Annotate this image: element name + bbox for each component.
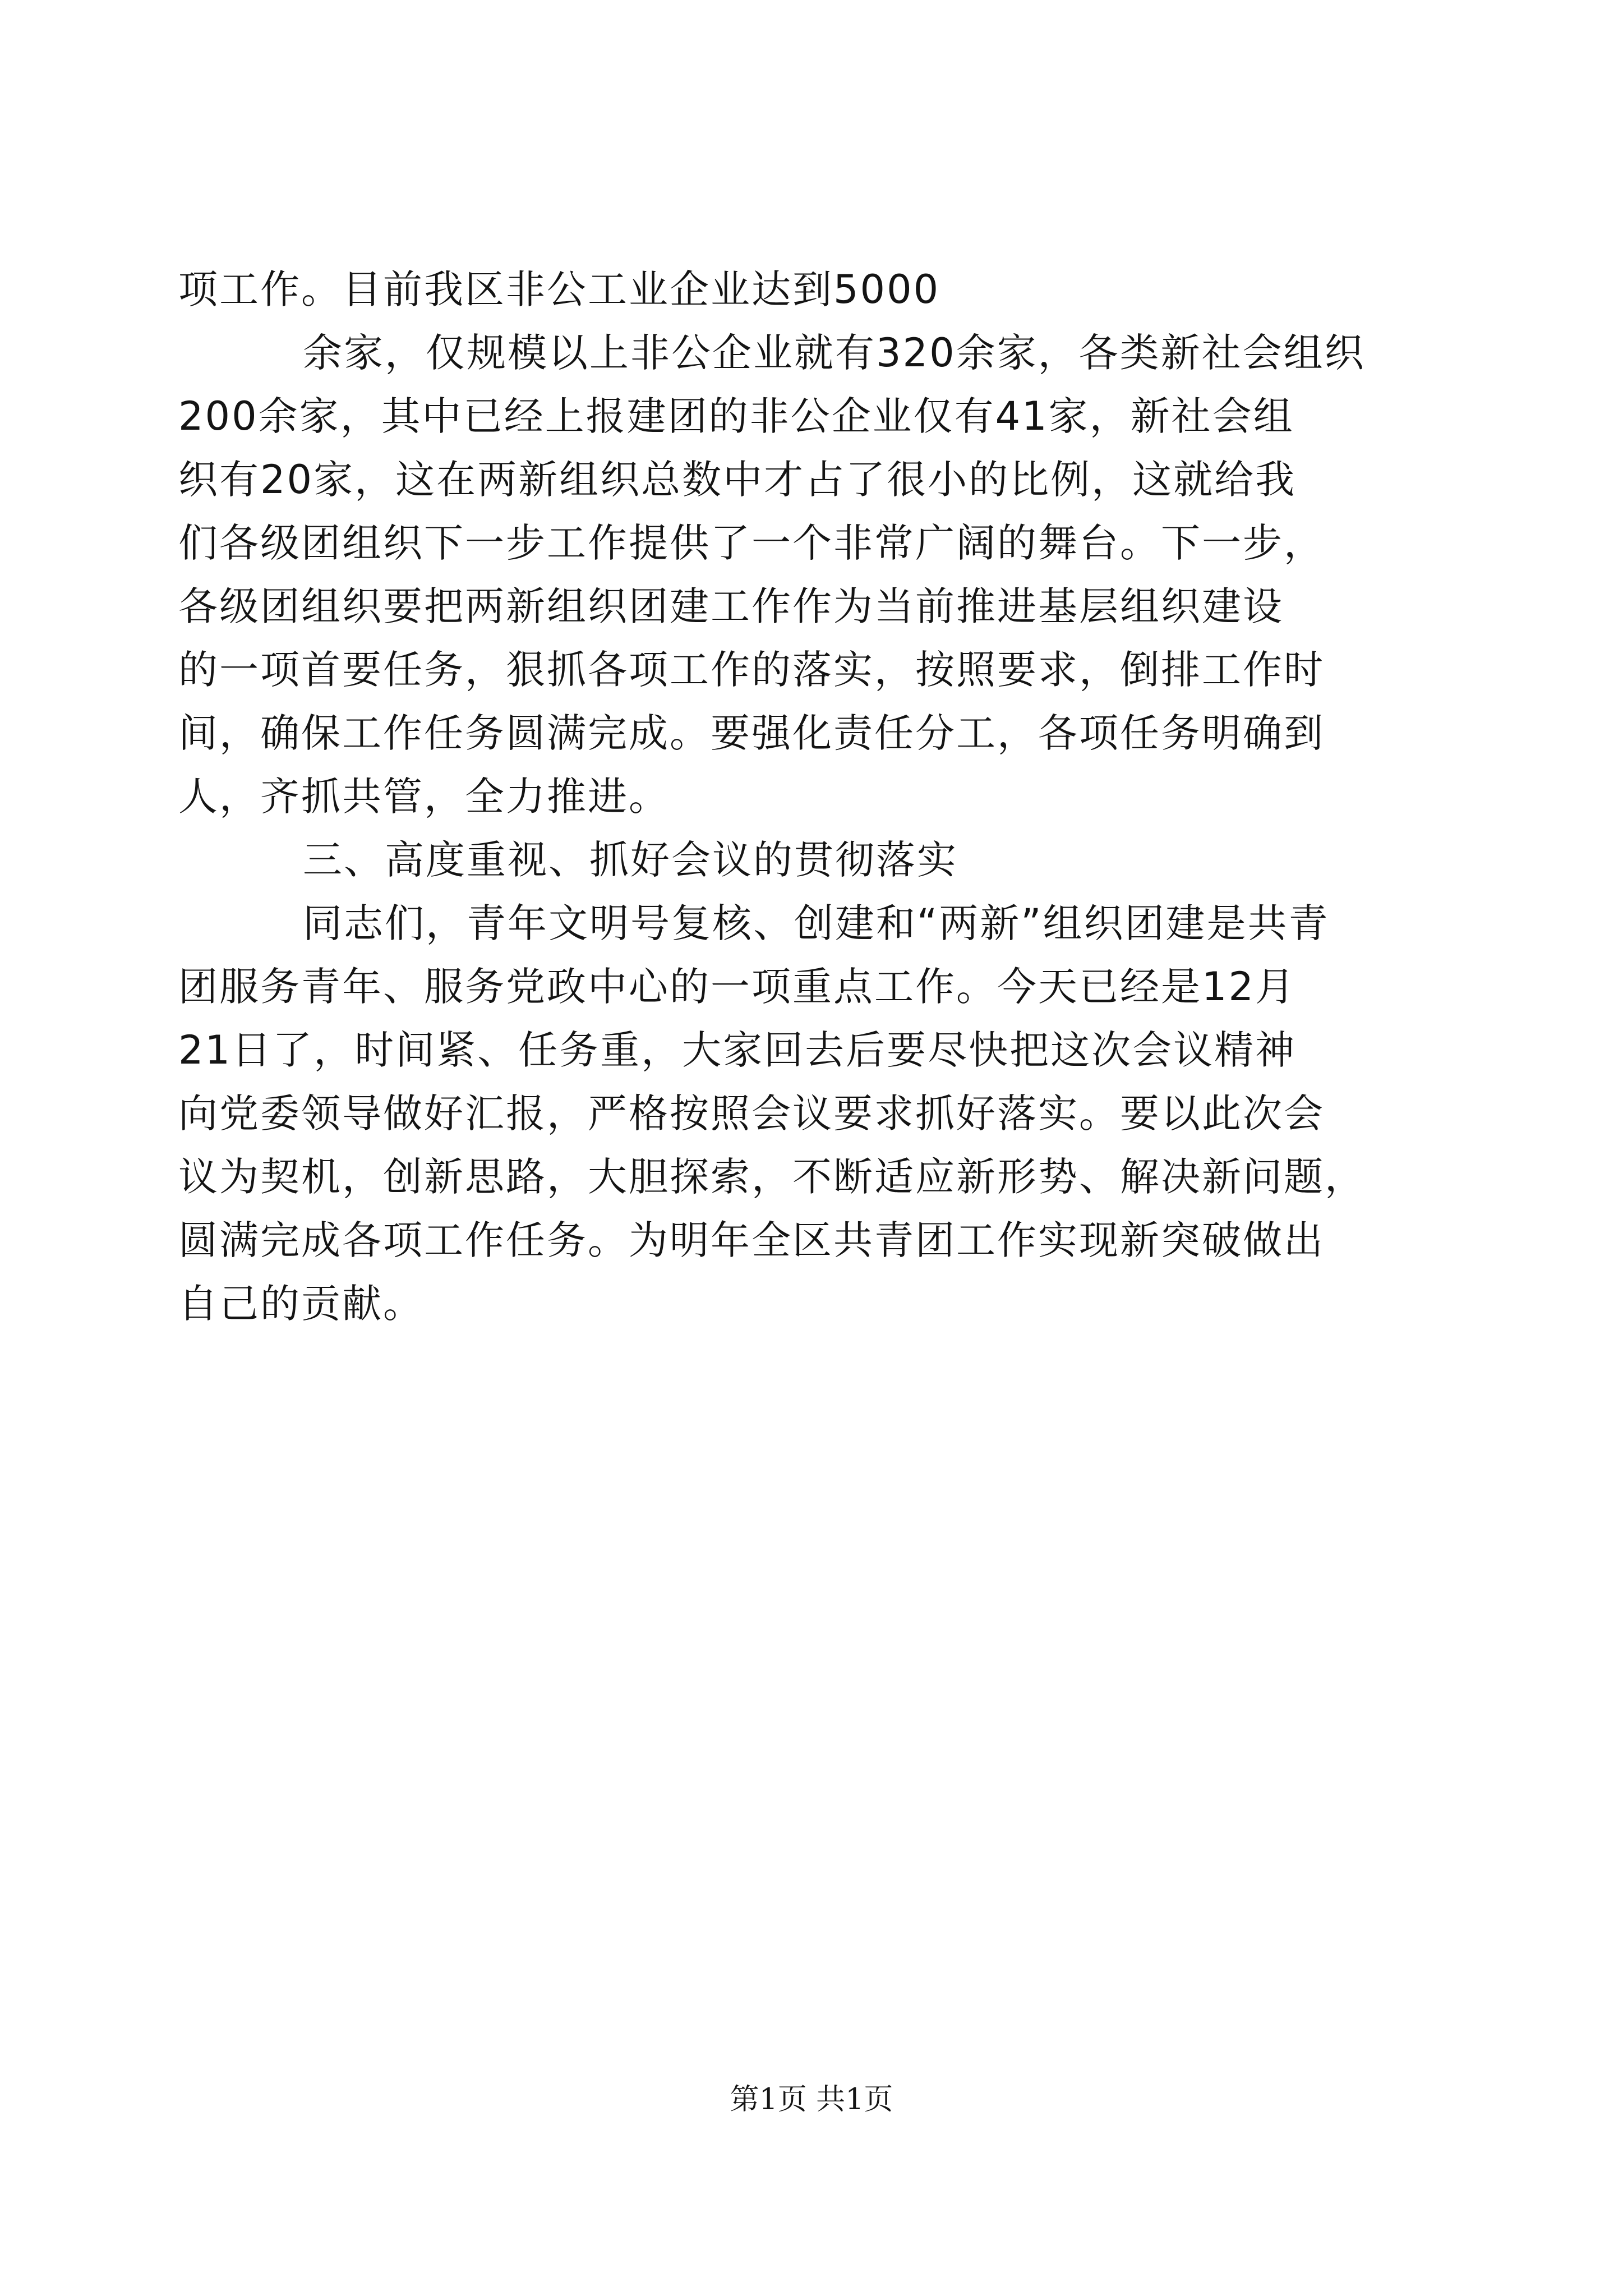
text-line: 21日了，时间紧、任务重，大家回去后要尽快把这次会议精神 — [178, 1027, 1297, 1073]
page-footer — [0, 2080, 1623, 2119]
text-line: 200余家，其中已经上报建团的非公企业仅有41家，新社会组 — [178, 393, 1294, 439]
text-line: 圆满完成各项工作任务。为明年全区共青团工作实现新突破做出 — [178, 1217, 1325, 1263]
text-line: 们各级团组织下一步工作提供了一个非常广阔的舞台。下一步， — [178, 520, 1325, 566]
text-line: 的一项首要任务，狠抓各项工作的落实，按照要求，倒排工作时 — [178, 647, 1325, 693]
text-line: 向党委领导做好汇报，严格按照会议要求抓好落实。要以此次会 — [178, 1091, 1325, 1137]
text-line: 间，确保工作任务圆满完成。要强化责任分工，各项任务明确到 — [178, 710, 1325, 756]
text-line: 织有20家，这在两新组织总数中才占了很小的比例，这就给我 — [178, 457, 1297, 503]
body-text — [178, 258, 1451, 1336]
text-line: 同志们，青年文明号复核、创建和“两新”组织团建是共青 — [303, 900, 1330, 946]
text-line: 议为契机，创新思路，大胆探索，不断适应新形势、解决新问题， — [178, 1154, 1366, 1200]
text-line: 人，齐抓共管，全力推进。 — [178, 774, 670, 820]
text-line: 各级团组织要把两新组织团建工作作为当前推进基层组织建设 — [178, 583, 1284, 629]
page-number-label: 第1页 共1页 — [730, 2083, 893, 2116]
text-line: 团服务青年、服务党政中心的一项重点工作。今天已经是12月 — [178, 964, 1297, 1010]
text-line: 余家，仅规模以上非公企业就有320余家，各类新社会组织 — [303, 330, 1366, 376]
text-line: 自己的贡献。 — [178, 1281, 424, 1327]
text-line: 项工作。目前我区非公工业企业达到5000 — [178, 266, 940, 312]
section-heading: 三、高度重视、抓好会议的贯彻落实 — [303, 837, 958, 883]
